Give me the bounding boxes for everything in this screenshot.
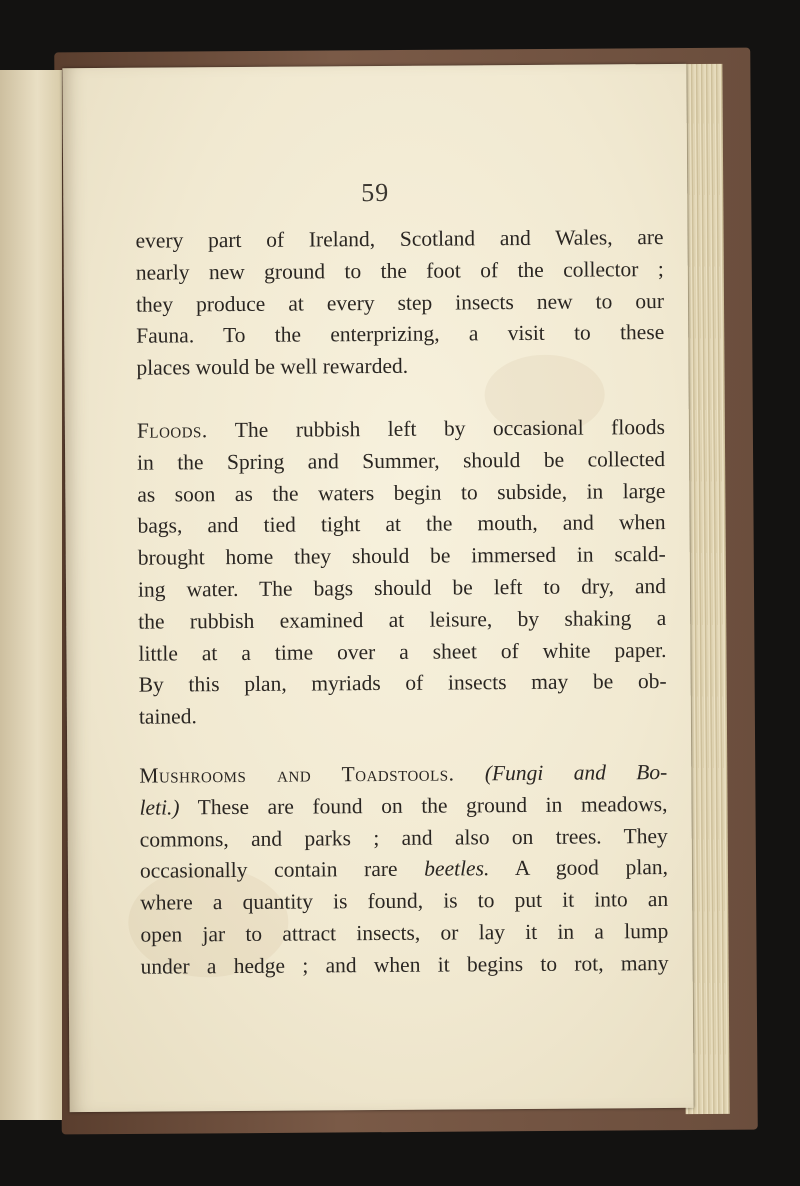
section-heading-floods: Floods. — [136, 418, 208, 443]
text-line: little at a time over a sheet of white paper. — [138, 637, 667, 666]
paragraph-1 — [135, 222, 664, 385]
text-line: as soon as the waters begin to subside, in large — [137, 478, 666, 507]
text-line: brought home they should be immersed in scald- — [137, 542, 666, 570]
page-number: 59 — [361, 177, 390, 208]
text-line: commons, and parks ; and also on trees. They — [139, 823, 668, 852]
text-line: they produce at every step insects new to our — [135, 288, 665, 317]
text-run: A good plan, — [489, 855, 669, 881]
latin-name: (Fungi and Bo- — [484, 759, 668, 786]
paragraph-floods — [137, 412, 667, 734]
text-run: These are found on the ground in meadows, — [179, 791, 668, 820]
text-run: occasionally contain rare — [139, 857, 425, 884]
facing-page-edge — [0, 70, 62, 1120]
text-line: open jar to attract insects, or lay it in a lump — [140, 918, 669, 947]
text-line: ing water. The bags should be left to dry, and — [137, 573, 667, 602]
text-line: the rubbish examined at leisure, by shaking a — [138, 605, 667, 634]
text-line — [139, 757, 667, 792]
text-line: Fauna. To the enterprizing, a visit to these — [136, 320, 665, 349]
text-line: nearly new ground to the foot of the collector ; — [135, 256, 664, 285]
text-line: where a quantity is found, is to put it into an — [140, 887, 669, 915]
text-line — [140, 852, 668, 887]
text-line: in the Spring and Summer, should be collected — [137, 446, 666, 475]
text-line: By this plan, myriads of insects may be ob- — [138, 669, 667, 698]
text-line: places would be well rewarded. — [136, 353, 409, 380]
book-page — [62, 64, 693, 1112]
paragraph-mushrooms — [139, 757, 669, 983]
text-run: The rubbish left by occasional floods — [207, 414, 665, 443]
text-line: bags, and tied tight at the mouth, and when — [137, 510, 666, 539]
text-line: under a hedge ; and when it begins to rot, many — [140, 950, 669, 979]
text-line — [137, 412, 665, 447]
text-line — [139, 789, 667, 824]
latin-name: leti.) — [139, 795, 180, 820]
italic-term: beetles. — [424, 856, 490, 882]
text-line: tained. — [138, 704, 197, 729]
text-line: every part of Ireland, Scotland and Wales, are — [135, 224, 664, 253]
section-heading-mushrooms: Mushrooms and Toadstools. — [139, 761, 455, 788]
